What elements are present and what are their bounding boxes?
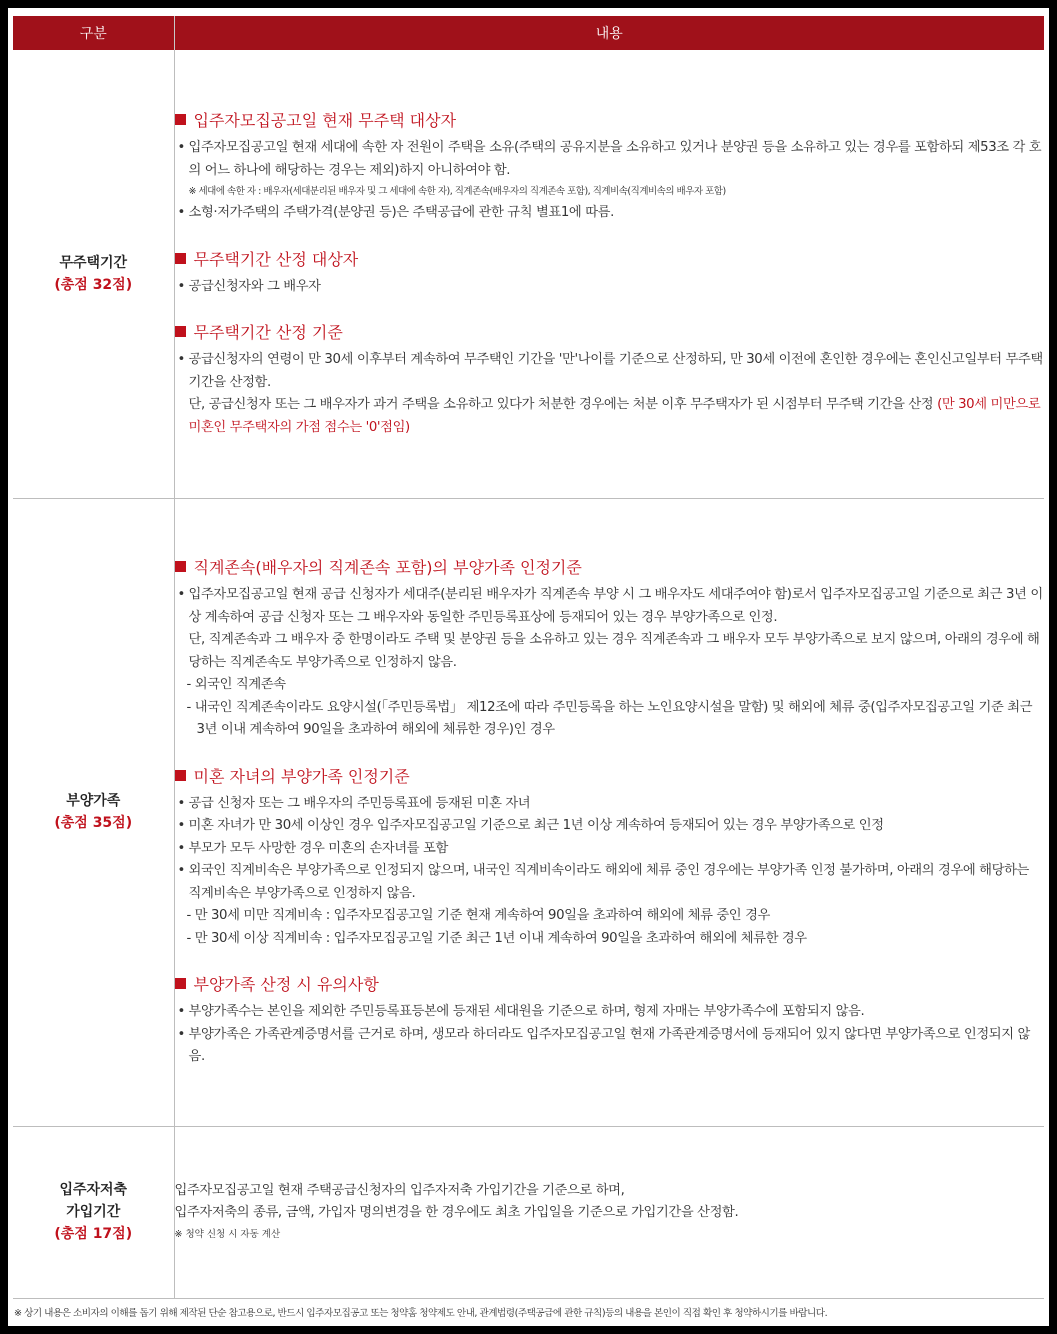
bullet-item: • 외국인 직계비속은 부양가족으로 인정되지 않으며, 내국인 직계비속이라도 해외에 체류 중인 경우에는 부양가족 인정 불가하며, 아래의 경우에 해당하는 직계비속은 부양가족으로 인정하지 않음. [175, 860, 1045, 905]
dash-item: - 외국인 직계존속 [186, 677, 286, 693]
bullet-item: • 소형·저가주택의 주택가격(분양권 등)은 주택공급에 관한 규칙 별표1에 따름. [175, 202, 1045, 225]
section [175, 555, 1045, 742]
header-category: 구분 [13, 16, 174, 50]
bullet-item: • 공급신청자의 연령이 만 30세 이후부터 계속하여 무주택인 기간을 '만'나이를 기준으로 산정하되, 만 30세 이전에 혼인한 경우에는 혼인신고일부터 무주택 기간을 산정함. 단, 공급신청자 또는 그 배우자가 과거 주택을 소유하고 있다가 처분한 경우에는 처분 이후 무주택자가 된 시점부터 무주택 기간을 산정 (만 30세 미만으로 미혼인 무주택자의 가점 점수는 '0'점임) [175, 349, 1045, 439]
bullet-item: • 부양가족은 가족관계증명서를 근거로 하며, 생모라 하더라도 입주자모집공고일 현재 가족관계증명서에 등재되어 있지 않다면 부양가족으로 인정되지 않음. [175, 1024, 1045, 1069]
section-title: 무주택기간 산정 기준 [175, 320, 1045, 343]
category-points: (총점 17점) [54, 1226, 133, 1242]
bullet-item: • 입주자모집공고일 현재 세대에 속한 자 전원이 주택을 소유(주택의 공유지분을 소유하고 있거나 분양권 등을 소유하고 있는 경우를 포함하되 제53조 각 호의 어느 하나에 해당하는 경우는 제외)하지 아니하여야 함. [175, 137, 1045, 182]
content-line: 입주자모집공고일 현재 주택공급신청자의 입주자저축 가입기간을 기준으로 하며, [174, 1182, 625, 1198]
dash-item: - 만 30세 미만 직계비속 : 입주자모집공고일 기준 현재 계속하여 90일을 초과하여 해외에 체류 중인 경우 [186, 908, 770, 924]
score-table [13, 16, 1044, 1299]
square-bullet-icon [175, 561, 186, 572]
note-text: ※ 청약 신청 시 자동 계산 [174, 1228, 281, 1240]
section [175, 108, 1045, 225]
bullet-item: • 입주자모집공고일 현재 공급 신청자가 세대주(분리된 배우자가 직계존속 부양 시 그 배우자도 세대주여야 함)로서 입주자모집공고일 기준으로 최근 3년 이상 계속하여 공급 신청자 또는 그 배우자와 동일한 주민등록표상에 등재되어 있는 경우 부양가족으로 인정. 단, 직계존속과 그 배우자 중 한명이라도 주택 및 분양권 등을 소유하고 있는 경우 직계존속과 그 배우자 모두 부양가족으로 보지 않으며, 아래의 경우에 해당하는 직계존속도 부양가족으로 인정하지 않음. [175, 584, 1045, 674]
footnote: ※ 상기 내용은 소비자의 이해를 돕기 위해 제작된 단순 참고용으로, 반드시 입주자모집공고 또는 청약홈 청약제도 안내, 관계법령(주택공급에 관한 규칙)등의 내용을 본인이 직접 확인 후 청약하시기를 바랍니다. [14, 1308, 828, 1319]
dash-item: - 내국인 직계존속이라도 요양시설(「주민등록법」 제12조에 따라 주민등록을 하는 노인요양시설을 말함) 및 해외에 체류 중(입주자모집공고일 기준 최근 3년 이내 계속하여 90일을 초과하여 해외에 체류한 경우)인 경우 [186, 699, 1033, 738]
square-bullet-icon [175, 114, 186, 125]
table-row-no-house [13, 50, 1044, 498]
table-header-row [13, 16, 1044, 50]
section [175, 764, 1045, 951]
category-cell [13, 498, 174, 1126]
section-title: 미혼 자녀의 부양가족 인정기준 [175, 764, 1045, 787]
section [175, 972, 1045, 1069]
content-cell [174, 1126, 1044, 1298]
table-row-savings [13, 1126, 1044, 1298]
category-label: 입주자저축 [59, 1182, 128, 1198]
header-content: 내용 [174, 16, 1044, 50]
square-bullet-icon [175, 770, 186, 781]
section-title: 무주택기간 산정 대상자 [175, 247, 1045, 270]
category-cell [13, 1126, 174, 1298]
table-row-dependents [13, 498, 1044, 1126]
bullet-item: • 공급 신청자 또는 그 배우자의 주민등록표에 등재된 미혼 자녀 [175, 793, 1045, 816]
bullet-item: • 공급신청자와 그 배우자 [175, 276, 1045, 299]
category-points: (총점 35점) [54, 815, 133, 831]
page [8, 8, 1049, 1326]
square-bullet-icon [175, 978, 186, 989]
square-bullet-icon [175, 253, 186, 264]
section [175, 320, 1045, 439]
category-label-line2: 가입기간 [66, 1204, 121, 1220]
category-cell [13, 50, 174, 498]
category-points: (총점 32점) [54, 276, 133, 293]
section [175, 247, 1045, 299]
dash-item: - 만 30세 이상 직계비속 : 입주자모집공고일 기준 최근 1년 이내 계속하여 90일을 초과하여 해외에 체류한 경우 [186, 930, 807, 946]
bullet-item: • 부양가족수는 본인을 제외한 주민등록표등본에 등재된 세대원을 기준으로 하며, 형제 자매는 부양가족수에 포함되지 않음. [175, 1001, 1045, 1024]
category-label: 무주택기간 [59, 254, 128, 271]
content-cell [174, 50, 1044, 498]
section-title: 입주자모집공고일 현재 무주택 대상자 [175, 108, 1045, 131]
note-text: ※ 세대에 속한 자 : 배우자(세대분리된 배우자 및 그 세대에 속한 자), 직계존속(배우자의 직계존속 포함), 직계비속(직계비속의 배우자 포함) [188, 186, 726, 198]
section-title: 직계존속(배우자의 직계존속 포함)의 부양가족 인정기준 [175, 555, 1045, 578]
content-line: 입주자저축의 종류, 금액, 가입자 명의변경을 한 경우에도 최초 가입일을 기준으로 가입기간을 산정함. [174, 1205, 739, 1220]
square-bullet-icon [175, 326, 186, 337]
category-label: 부양가족 [66, 793, 121, 809]
content-cell [174, 498, 1044, 1126]
bullet-item: • 미혼 자녀가 만 30세 이상인 경우 입주자모집공고일 기준으로 최근 1년 이상 계속하여 등재되어 있는 경우 부양가족으로 인정 [175, 815, 1045, 838]
highlight-text: (만 30세 미만으로 미혼인 무주택자의 가점 점수는 '0'점임) [188, 397, 1041, 435]
bullet-item: • 부모가 모두 사망한 경우 미혼의 손자녀를 포함 [175, 838, 1045, 861]
section-title: 부양가족 산정 시 유의사항 [175, 972, 1045, 995]
